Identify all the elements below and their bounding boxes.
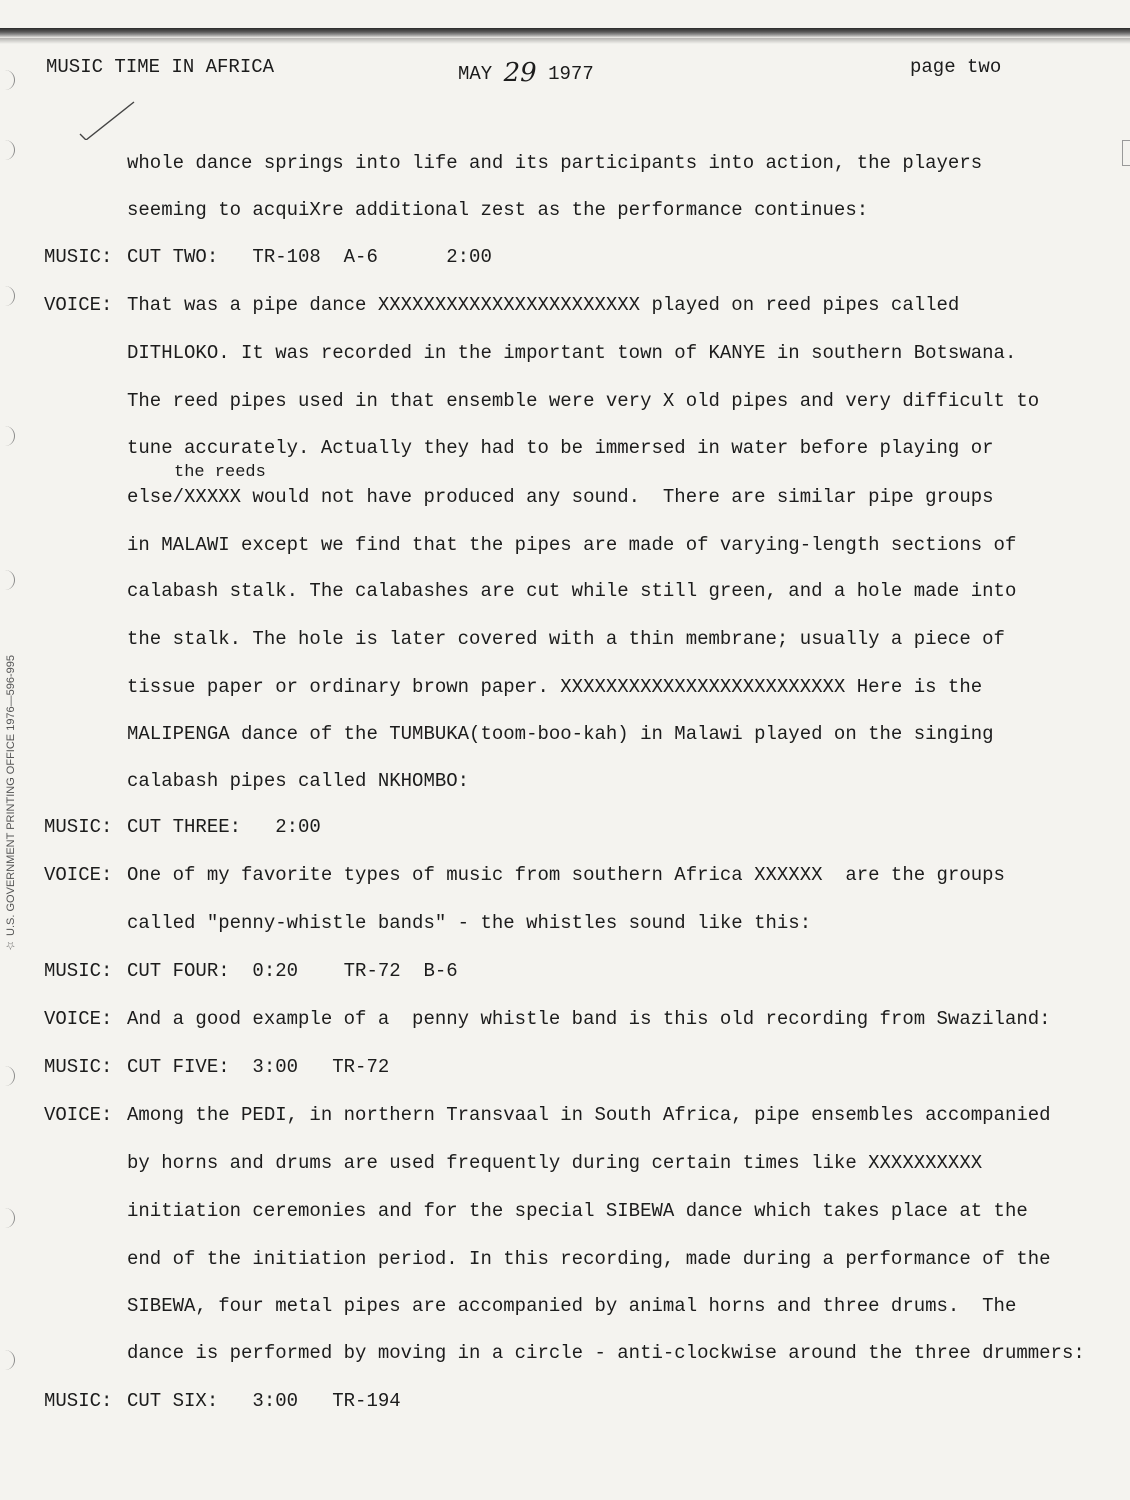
speaker-label: VOICE: xyxy=(44,294,113,316)
script-line: SIBEWA, four metal pipes are accompanied by animal horns and three drums. The xyxy=(127,1295,1017,1317)
script-line: calabash pipes called NKHOMBO: xyxy=(127,770,470,792)
punch-hole-mark xyxy=(2,1066,15,1086)
script-line: calabash stalk. The calabashes are cut while still green, and a hole made into xyxy=(127,580,1017,602)
script-line: called "penny-whistle bands" - the whistles sound like this: xyxy=(127,912,812,934)
script-line: CUT FIVE: 3:00 TR-72 xyxy=(127,1056,390,1078)
punch-hole-mark xyxy=(2,1208,15,1228)
script-line: seeming to acquiXre additional zest as the performance continues: xyxy=(127,199,869,221)
script-line: And a good example of a penny whistle band is this old recording from Swaziland: xyxy=(127,1008,1051,1030)
script-line: by horns and drums are used frequently during certain times like XXXXXXXXXX xyxy=(127,1152,983,1174)
speaker-label: VOICE: xyxy=(44,864,113,886)
punch-hole-mark xyxy=(2,140,15,160)
right-margin-mark xyxy=(1122,140,1130,166)
document-title: MUSIC TIME IN AFRICA xyxy=(46,56,275,78)
pencil-tick-mark xyxy=(78,100,138,140)
speaker-label: MUSIC: xyxy=(44,1056,113,1078)
script-line: the stalk. The hole is later covered with a thin membrane; usually a piece of xyxy=(127,628,1005,650)
script-line: the reeds xyxy=(174,463,266,482)
script-line: The reed pipes used in that ensemble were very X old pipes and very difficult to xyxy=(127,390,1040,412)
script-line: whole dance springs into life and its participants into action, the players xyxy=(127,152,983,174)
script-line: CUT SIX: 3:00 TR-194 xyxy=(127,1390,401,1412)
script-line: dance is performed by moving in a circle - anti-clockwise around the three drummers: xyxy=(127,1342,1085,1364)
punch-hole-mark xyxy=(2,1350,15,1370)
speaker-label: VOICE: xyxy=(44,1104,113,1126)
script-line: in MALAWI except we find that the pipes are made of varying-length sections of xyxy=(127,534,1017,556)
script-line: CUT FOUR: 0:20 TR-72 B-6 xyxy=(127,960,458,982)
scan-top-edge xyxy=(0,28,1130,38)
speaker-label: VOICE: xyxy=(44,1008,113,1030)
handwritten-day: 29 xyxy=(503,58,537,88)
page-number: page two xyxy=(910,56,1002,78)
printing-office-note: ☆ U.S. GOVERNMENT PRINTING OFFICE 1976—596-995 xyxy=(5,654,17,952)
speaker-label: MUSIC: xyxy=(44,1390,113,1412)
script-line: end of the initiation period. In this recording, made during a performance of the xyxy=(127,1248,1051,1270)
script-line: CUT THREE: 2:00 xyxy=(127,816,321,838)
speaker-label: MUSIC: xyxy=(44,960,113,982)
speaker-label: MUSIC: xyxy=(44,246,113,268)
script-line: That was a pipe dance XXXXXXXXXXXXXXXXXXXXXXX played on reed pipes called xyxy=(127,294,960,316)
script-line: tune accurately. Actually they had to be immersed in water before playing or xyxy=(127,437,994,459)
scan-shadow xyxy=(0,38,1130,44)
speaker-label: MUSIC: xyxy=(44,816,113,838)
script-line: DITHLOKO. It was recorded in the important town of KANYE in southern Botswana. xyxy=(127,342,1017,364)
script-line: initiation ceremonies and for the special SIBEWA dance which takes place at the xyxy=(127,1200,1028,1222)
script-line: MALIPENGA dance of the TUMBUKA(toom-boo-kah) in Malawi played on the singing xyxy=(127,723,994,745)
punch-hole-mark xyxy=(2,70,15,90)
punch-hole-mark xyxy=(2,426,15,446)
punch-hole-mark xyxy=(2,286,15,306)
script-line: tissue paper or ordinary brown paper. XXXXXXXXXXXXXXXXXXXXXXXXX Here is the xyxy=(127,676,983,698)
document-date: MAY 29 1977 xyxy=(458,58,594,88)
script-line: One of my favorite types of music from southern Africa XXXXXX are the groups xyxy=(127,864,1005,886)
script-line: CUT TWO: TR-108 A-6 2:00 xyxy=(127,246,492,268)
script-line: else/XXXXX would not have produced any sound. There are similar pipe groups xyxy=(127,486,994,508)
script-line: Among the PEDI, in northern Transvaal in South Africa, pipe ensembles accompanied xyxy=(127,1104,1051,1126)
punch-hole-mark xyxy=(2,570,15,590)
